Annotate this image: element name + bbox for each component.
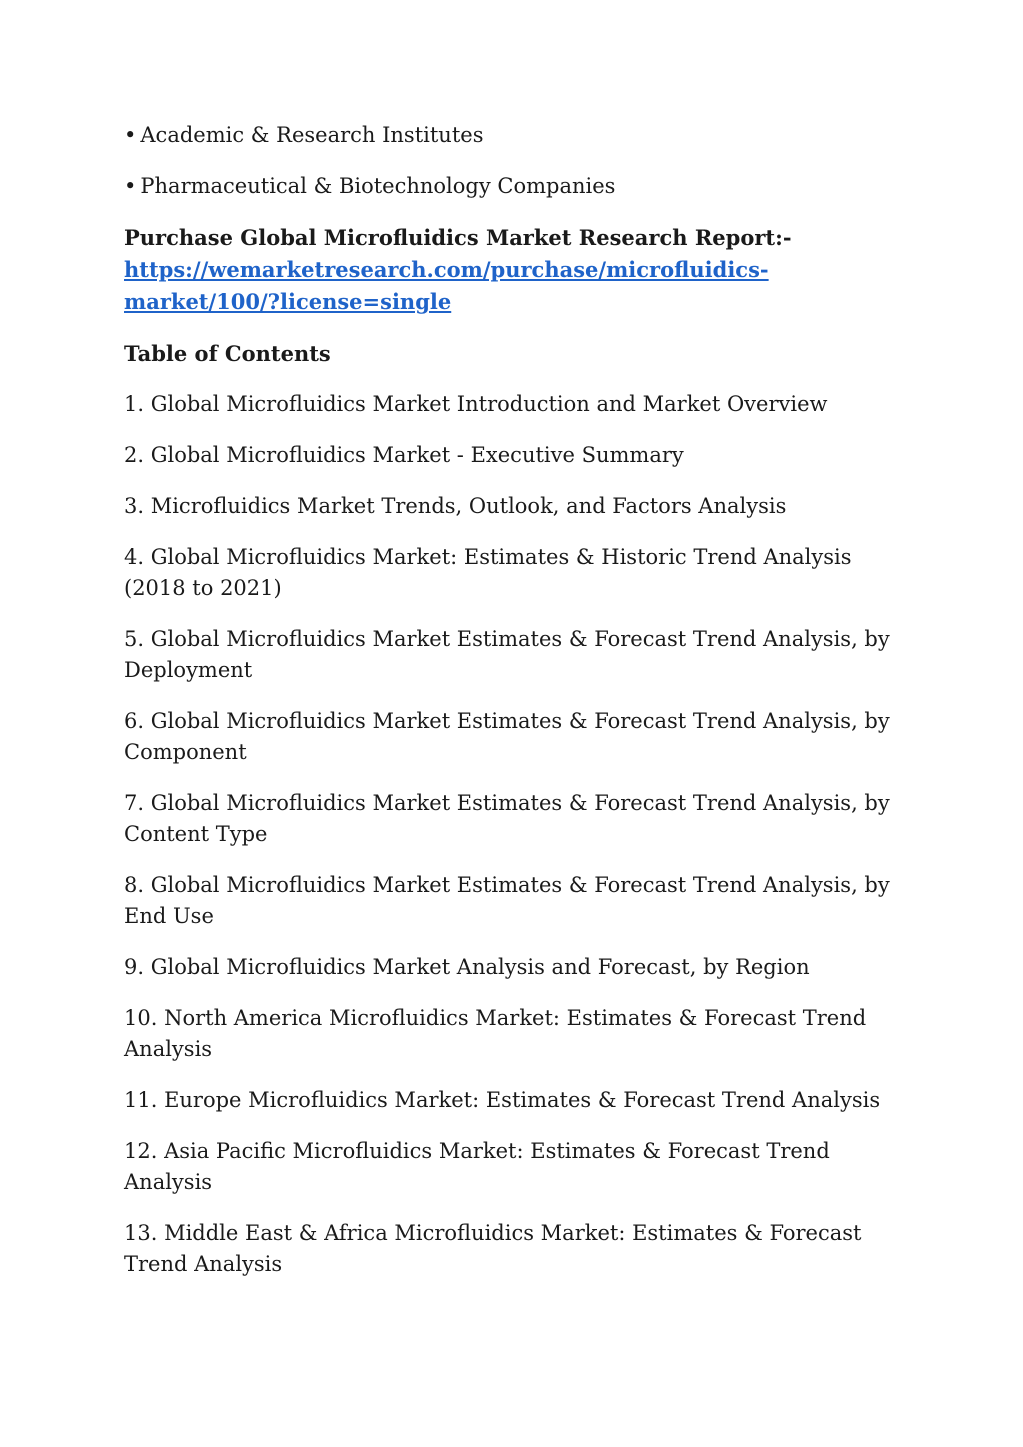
purchase-paragraph: [124, 222, 904, 318]
toc-item: 4. Global Microfluidics Market: Estimates & Historic Trend Analysis (2018 to 2021): [124, 545, 852, 600]
toc-item: 10. North America Microfluidics Market: Estimates & Forecast Trend Analysis: [124, 1006, 867, 1061]
purchase-label: Purchase Global Microfluidics Market Research Report:-: [124, 225, 792, 250]
bullet-item: [124, 171, 904, 202]
purchase-link-line1: https://wemarketresearch.com/purchase/microfluidics-: [124, 257, 769, 282]
toc-item: 7. Global Microfluidics Market Estimates & Forecast Trend Analysis, by Content Type: [124, 791, 890, 846]
bullet-icon: •: [124, 123, 137, 147]
toc-item: 13. Middle East & Africa Microfluidics Market: Estimates & Forecast Trend Analysis: [124, 1221, 862, 1276]
purchase-link[interactable]: [124, 257, 769, 314]
document-page: [124, 120, 904, 1300]
toc-item: 1. Global Microfluidics Market Introduction and Market Overview: [124, 392, 828, 416]
bullet-text: Academic & Research Institutes: [140, 123, 484, 147]
bullet-icon: •: [124, 174, 137, 198]
toc-item: 2. Global Microfluidics Market - Executive Summary: [124, 443, 684, 467]
purchase-link-line2: market/100/?license=single: [124, 289, 452, 314]
toc-item: 12. Asia Pacific Microfluidics Market: Estimates & Forecast Trend Analysis: [124, 1139, 830, 1194]
toc-item: 6. Global Microfluidics Market Estimates & Forecast Trend Analysis, by Component: [124, 709, 890, 764]
bullet-text: Pharmaceutical & Biotechnology Companies: [140, 174, 616, 198]
toc-item: 5. Global Microfluidics Market Estimates & Forecast Trend Analysis, by Deployment: [124, 627, 890, 682]
toc-title: Table of Contents: [124, 341, 331, 366]
toc-item: 11. Europe Microfluidics Market: Estimates & Forecast Trend Analysis: [124, 1088, 881, 1112]
toc-item: 3. Microfluidics Market Trends, Outlook, and Factors Analysis: [124, 494, 787, 518]
toc-item: 9. Global Microfluidics Market Analysis and Forecast, by Region: [124, 955, 810, 979]
toc-list: [124, 389, 904, 1280]
bullet-item: [124, 120, 904, 151]
toc-item: 8. Global Microfluidics Market Estimates & Forecast Trend Analysis, by End Use: [124, 873, 890, 928]
